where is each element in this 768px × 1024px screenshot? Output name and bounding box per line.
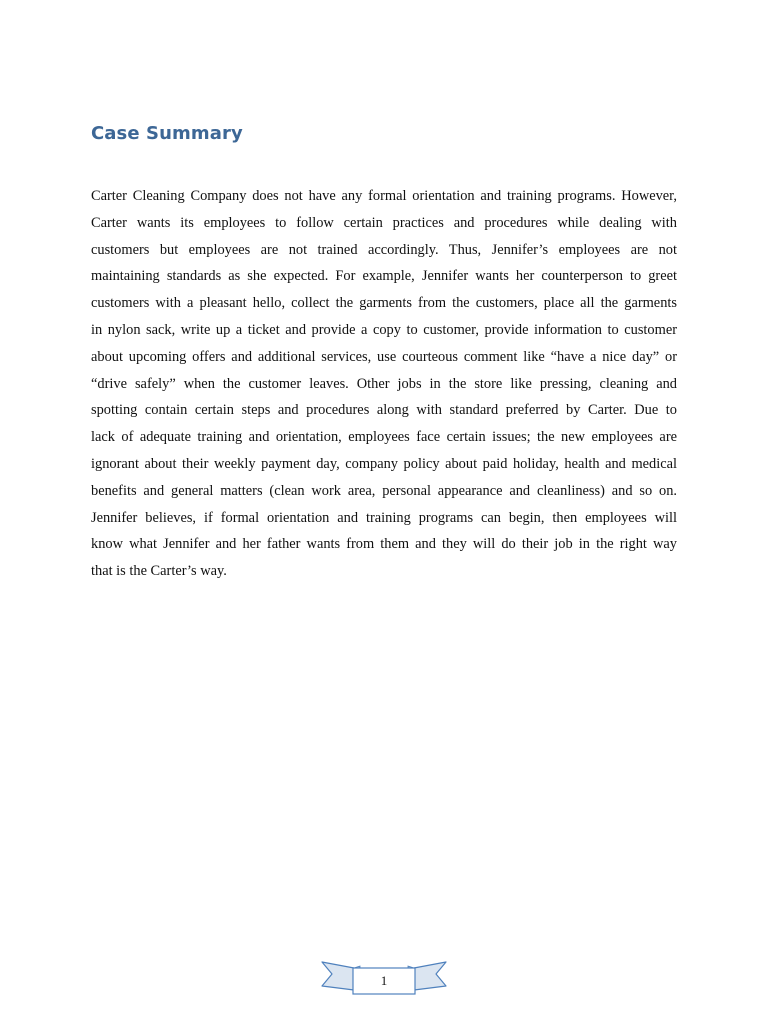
paragraph-line: customers but employees are not trained accordingly. Thus, Jennifer’s employees are not xyxy=(91,241,677,258)
paragraph-line: ignorant about their weekly payment day, company policy about paid holiday, health and medical xyxy=(91,455,677,472)
case-summary-heading: Case Summary xyxy=(91,123,243,144)
page-number: 1 xyxy=(380,973,388,988)
paragraph-line: in nylon sack, write up a ticket and provide a copy to customer, provide information to customer xyxy=(91,321,677,338)
paragraph-line: about upcoming offers and additional services, use courteous comment like “have a nice day” or xyxy=(91,348,677,365)
paragraph-line: know what Jennifer and her father wants from them and they will do their job in the right way xyxy=(91,536,677,553)
page-number-ribbon xyxy=(320,956,448,998)
paragraph-line: that is the Carter’s way. xyxy=(91,563,227,580)
paragraph-line: spotting contain certain steps and procedures along with standard preferred by Carter. Due to xyxy=(91,402,677,419)
paragraph-line: maintaining standards as she expected. For example, Jennifer wants her counterperson to greet xyxy=(91,268,677,285)
paragraph-line: “drive safely” when the customer leaves. Other jobs in the store like pressing, cleaning and xyxy=(91,375,677,392)
paragraph-line: benefits and general matters (clean work area, personal appearance and cleanliness) and so on. xyxy=(91,482,677,499)
paragraph-line: Carter Cleaning Company does not have any formal orientation and training programs. However, xyxy=(91,188,677,204)
paragraph-line: customers with a pleasant hello, collect the garments from the customers, place all the garments xyxy=(91,295,677,312)
paragraph-line: Jennifer believes, if formal orientation and training programs can begin, then employees will xyxy=(91,509,677,526)
paragraph-line: Carter wants its employees to follow certain practices and procedures while dealing with xyxy=(91,214,677,231)
paragraph-line: lack of adequate training and orientation, employees face certain issues; the new employees are xyxy=(91,429,677,446)
case-summary-paragraph xyxy=(91,183,677,585)
